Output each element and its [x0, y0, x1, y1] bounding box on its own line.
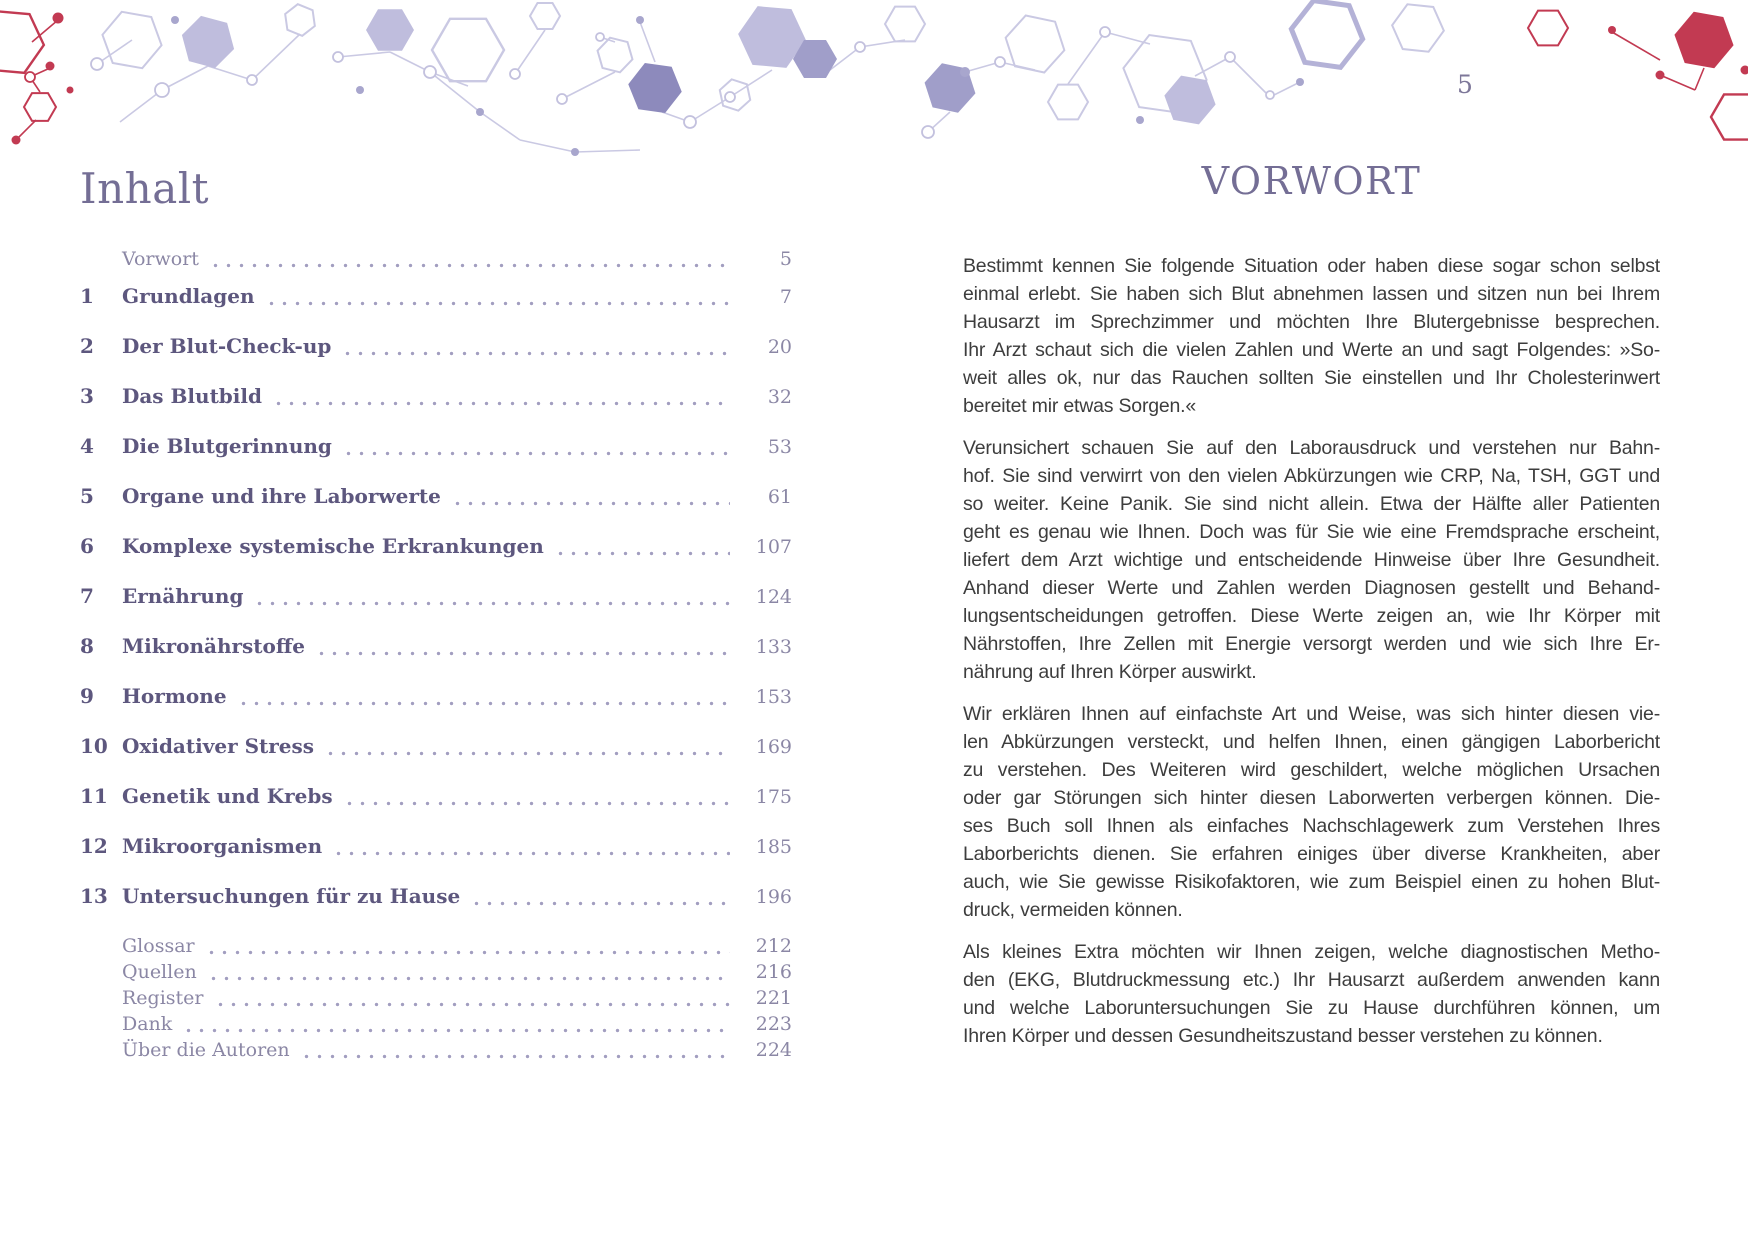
toc-chapter-number: 8 — [80, 634, 94, 658]
text-line: Ihr Arzt schaut sich die vielen Zahlen und Werte an und sagt Folgendes: »So- — [963, 339, 1660, 361]
toc-chapter-number: 12 — [80, 834, 108, 858]
dot-leader — [205, 950, 730, 955]
toc-page-number: 7 — [779, 286, 792, 308]
toc-page-number: 175 — [755, 786, 792, 808]
toc-row[interactable] — [80, 635, 792, 658]
foreword-text — [963, 252, 1660, 1050]
toc-row[interactable] — [80, 535, 792, 558]
toc-title: Vorwort — [122, 248, 199, 270]
toc-title: Register — [122, 987, 204, 1009]
toc-row[interactable] — [80, 248, 792, 270]
toc-row[interactable] — [80, 835, 792, 858]
text-line: Laborberichts dienen. Sie erfahren einiges über diverse Krankheiten, aber — [963, 843, 1660, 865]
dot-leader — [342, 451, 730, 456]
toc-chapter-number: 13 — [80, 884, 108, 908]
toc-chapter-number: 5 — [80, 484, 94, 508]
dot-leader — [182, 1028, 730, 1033]
dot-leader — [324, 751, 730, 756]
text-line: bereitet mir etwas Sorgen.« — [963, 395, 1197, 417]
toc-chapter-number: 10 — [80, 734, 108, 758]
text-line: Bestimmt kennen Sie folgende Situation oder haben diese sogar schon selbst — [963, 255, 1660, 277]
paragraph — [963, 938, 1660, 1050]
toc-title: Dank — [122, 1013, 173, 1035]
table-of-contents — [80, 248, 792, 1065]
text-line: zu verstehen. Des Weiteren wird geschildert, welche möglichen Ursachen — [963, 759, 1660, 781]
toc-row[interactable] — [80, 935, 792, 957]
dot-leader — [332, 851, 730, 856]
paragraph — [963, 252, 1660, 420]
toc-row[interactable] — [80, 335, 792, 358]
text-line: Hausarzt im Sprechzimmer und möchten Ihre Blutergebnisse besprechen. — [963, 311, 1660, 333]
toc-row[interactable] — [80, 987, 792, 1009]
toc-page-number: 124 — [755, 586, 792, 608]
toc-row[interactable] — [80, 385, 792, 408]
text-line: lungsentscheidungen getroffen. Diese Werte zeigen an, wie Ihr Körper mit — [963, 605, 1660, 627]
toc-heading: Inhalt — [80, 164, 210, 213]
dot-leader — [237, 701, 730, 706]
toc-row[interactable] — [80, 1013, 792, 1035]
toc-title: Mikronährstoffe — [122, 634, 306, 658]
toc-chapter-number: 11 — [80, 784, 108, 808]
toc-title: Hormone — [122, 684, 227, 708]
toc-title: Glossar — [122, 935, 195, 957]
toc-row[interactable] — [80, 485, 792, 508]
dot-leader — [554, 551, 730, 556]
toc-row[interactable] — [80, 961, 792, 983]
toc-page-number: 20 — [767, 336, 792, 358]
dot-leader — [451, 501, 730, 506]
dot-leader — [253, 601, 730, 606]
text-line: Als kleines Extra möchten wir Ihnen zeigen, welche diagnostischen Metho- — [963, 941, 1660, 963]
toc-page-number: 223 — [755, 1013, 792, 1035]
toc-chapter-number: 4 — [80, 434, 94, 458]
dot-leader — [214, 1002, 730, 1007]
text-line: liefert dem Arzt wichtige und entscheidende Hinweise über Ihre Gesundheit. — [963, 549, 1660, 571]
toc-page-number: 212 — [755, 935, 792, 957]
dot-leader — [341, 351, 730, 356]
dot-leader — [209, 263, 730, 268]
paragraph — [963, 700, 1660, 924]
toc-page-number: 185 — [755, 836, 792, 858]
text-line: druck, vermeiden können. — [963, 899, 1183, 921]
page-number: 5 — [1457, 70, 1473, 99]
paragraph — [963, 434, 1660, 686]
toc-page-number: 133 — [755, 636, 792, 658]
toc-page-number: 153 — [755, 686, 792, 708]
dot-leader — [315, 651, 730, 656]
toc-title: Der Blut-Check-up — [122, 334, 332, 358]
dot-leader — [300, 1054, 730, 1059]
text-line: auch, wie Sie gewisse Risikofaktoren, wie zum Beispiel einen zu hohen Blut- — [963, 871, 1660, 893]
toc-title: Mikroorganismen — [122, 834, 323, 858]
toc-page-number: 61 — [767, 486, 792, 508]
toc-title: Quellen — [122, 961, 197, 983]
toc-title: Über die Autoren — [122, 1039, 290, 1061]
toc-page-number: 169 — [755, 736, 792, 758]
toc-title: Untersuchungen für zu Hause — [122, 884, 461, 908]
dot-leader — [343, 801, 730, 806]
text-line: weit alles ok, nur das Rauchen sollten Sie einstellen und Ihr Cholesterinwert — [963, 367, 1660, 389]
toc-title: Genetik und Krebs — [122, 784, 333, 808]
text-line: hof. Sie sind verwirrt von den vielen Abkürzungen wie CRP, Na, TSH, GGT und — [963, 465, 1660, 487]
toc-row[interactable] — [80, 735, 792, 758]
chapter-heading: VORWORT — [1201, 159, 1422, 203]
toc-title: Die Blutgerinnung — [122, 434, 332, 458]
toc-title: Ernährung — [122, 584, 244, 608]
toc-chapter-number: 1 — [80, 284, 94, 308]
toc-row[interactable] — [80, 585, 792, 608]
text-line: Ihren Körper und dessen Gesundheitszustand besser verstehen zu können. — [963, 1025, 1603, 1047]
text-line: einmal erlebt. Sie haben sich Blut abnehmen lassen und sitzen nun bei Ihrem — [963, 283, 1660, 305]
toc-chapter-number: 9 — [80, 684, 94, 708]
toc-page-number: 224 — [755, 1039, 792, 1061]
toc-row[interactable] — [80, 785, 792, 808]
toc-page-number: 32 — [767, 386, 792, 408]
toc-page-number: 5 — [779, 248, 792, 270]
text-line: nährung auf Ihren Körper auswirkt. — [963, 661, 1257, 683]
page-right-vorwort — [874, 0, 1748, 1240]
text-line: len Abkürzungen versteckt, und helfen Ihnen, einen gängigen Laborbericht — [963, 731, 1660, 753]
dot-leader — [272, 401, 730, 406]
dot-leader — [470, 901, 730, 906]
toc-chapter-number: 6 — [80, 534, 94, 558]
toc-chapter-number: 3 — [80, 384, 94, 408]
dot-leader — [265, 301, 731, 306]
text-line: oder gar Störungen sich hinter diesen Laborwerten verbergen können. Die- — [963, 787, 1660, 809]
dot-leader — [207, 976, 730, 981]
toc-row[interactable] — [80, 285, 792, 308]
toc-row[interactable] — [80, 1039, 792, 1061]
toc-chapter-number: 7 — [80, 584, 94, 608]
text-line: Nährstoffen, Ihre Zellen mit Energie versorgt werden und wie sich Ihre Er- — [963, 633, 1660, 655]
toc-page-number: 107 — [755, 536, 792, 558]
toc-row[interactable] — [80, 685, 792, 708]
toc-page-number: 221 — [755, 987, 792, 1009]
toc-title: Grundlagen — [122, 284, 255, 308]
text-line: so weiter. Keine Panik. Sie sind nicht allein. Etwa der Hälfte aller Patienten — [963, 493, 1660, 515]
text-line: ses Buch soll Ihnen als einfaches Nachschlagewerk zum Verstehen Ihres — [963, 815, 1660, 837]
toc-title: Das Blutbild — [122, 384, 262, 408]
toc-title: Oxidativer Stress — [122, 734, 315, 758]
text-line: geht es genau wie Ihnen. Doch was für Sie wie eine Fremdsprache erscheint, — [963, 521, 1660, 543]
text-line: Wir erklären Ihnen auf einfachste Art und Weise, was sich hinter diesen vie- — [963, 703, 1660, 725]
toc-row[interactable] — [80, 435, 792, 458]
toc-title: Komplexe systemische Erkrankungen — [122, 534, 544, 558]
toc-title: Organe und ihre Laborwerte — [122, 484, 441, 508]
toc-page-number: 196 — [755, 886, 792, 908]
toc-page-number: 216 — [755, 961, 792, 983]
toc-row[interactable] — [80, 885, 792, 908]
toc-chapter-number: 2 — [80, 334, 94, 358]
text-line: den (EKG, Blutdruckmessung etc.) Ihr Hausarzt außerdem anwenden kann — [963, 969, 1660, 991]
text-line: Verunsichert schauen Sie auf den Laborausdruck und verstehen nur Bahn- — [963, 437, 1660, 459]
text-line: Anhand dieser Werte und Zahlen werden Diagnosen gestellt und Behand- — [963, 577, 1660, 599]
toc-page-number: 53 — [767, 436, 792, 458]
text-line: und welche Laboruntersuchungen Sie zu Hause durchführen können, um — [963, 997, 1660, 1019]
